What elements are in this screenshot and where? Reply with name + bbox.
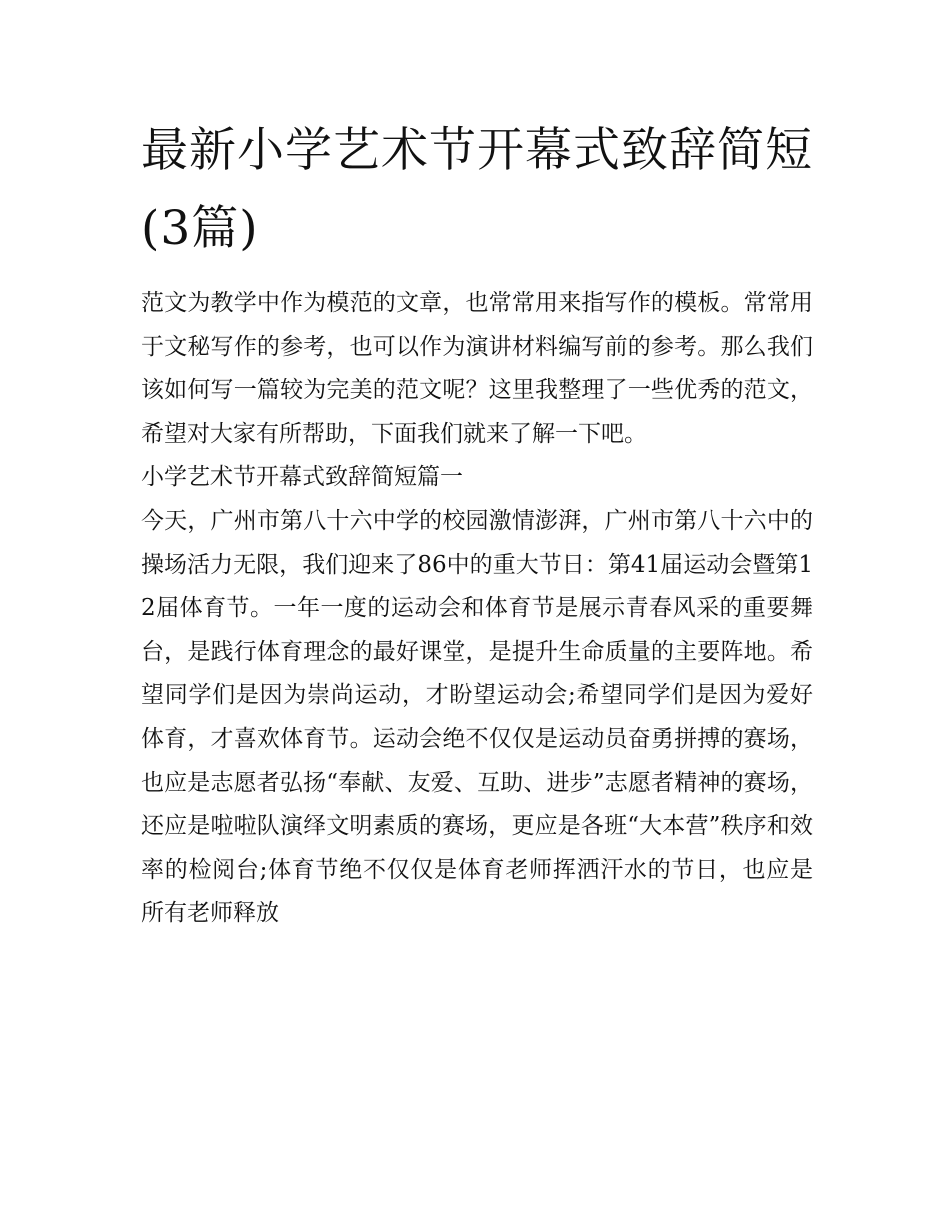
intro-paragraph: 范文为教学中作为模范的文章，也常常用来指写作的模板。常常用于文秘写作的参考，也可以作为演讲材料编写前的参考。那么我们该如何写一篇较为完美的范文呢？这里我整理了一些优秀的范文，希望对大家有所帮助，下面我们就来了解一下吧。 [141,290,813,447]
body-paragraph: 今天，广州市第八十六中学的校园激情澎湃，广州市第八十六中的操场活力无限，我们迎来了86中的重大节日：第41届运动会暨第12届体育节。一年一度的运动会和体育节是展示青春风采的重要舞台，是践行体育理念的最好课堂，是提升生命质量的主要阵地。希望同学们是因为崇尚运动，才盼望运动会;希望同学们是因为爱好体育，才喜欢体育节。运动会绝不仅仅是运动员奋勇拼搏的赛场，也应是志愿者弘扬“奉献、友爱、互助、进步”志愿者精神的赛场，还应是啦啦队演绎文明素质的赛场，更应是各班“大本营”秩序和效率的检阅台;体育节绝不仅仅是体育老师挥洒汗水的节日，也应是所有老师释放 [141,507,813,927]
document-page [141,112,813,936]
section-heading: 小学艺术节开幕式致辞简短篇一 [141,464,463,491]
document-title: 最新小学艺术节开幕式致辞简短(3篇) [141,123,813,256]
